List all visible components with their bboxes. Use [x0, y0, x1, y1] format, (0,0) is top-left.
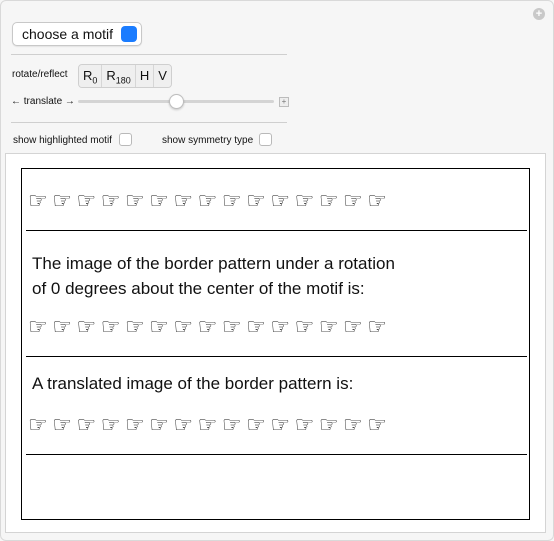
expand-slider-icon[interactable]: + — [279, 97, 289, 107]
r180-sub: 180 — [115, 75, 131, 86]
divider-line — [26, 356, 527, 357]
r0-sub: 0 — [92, 75, 98, 86]
chevron-down-icon — [121, 26, 137, 42]
motif-glyph: ☞ — [221, 315, 247, 340]
motif-glyph: ☞ — [343, 315, 368, 340]
r0-button[interactable] — [79, 65, 102, 87]
choose-motif-dropdown[interactable] — [12, 22, 142, 46]
show-symmetry-type-checkbox[interactable] — [259, 133, 272, 146]
show-highlighted-motif-label: show highlighted motif — [13, 135, 112, 146]
motif-glyph: ☞ — [294, 315, 319, 340]
motif-glyph: ☞ — [343, 189, 368, 214]
motif-glyph: ☞ — [149, 189, 174, 214]
divider-line — [26, 454, 527, 455]
motif-glyph: ☞ — [124, 413, 150, 438]
motif-glyph: ☞ — [100, 189, 125, 214]
motif-glyph: ☞ — [76, 189, 101, 214]
motif-glyph: ☞ — [246, 189, 271, 214]
motif-glyph: ☞ — [246, 413, 271, 438]
motif-glyph: ☞ — [221, 189, 247, 214]
motif-glyph: ☞ — [124, 189, 150, 214]
motif-glyph: ☞ — [367, 413, 392, 438]
translation-caption: A translated image of the border pattern is: — [32, 374, 354, 393]
rotate-reflect-label: rotate/reflect — [12, 69, 68, 80]
motif-glyph: ☞ — [52, 413, 77, 438]
motif-glyph: ☞ — [76, 413, 101, 438]
motif-glyph: ☞ — [318, 189, 344, 214]
separator — [11, 122, 287, 123]
motif-glyph: ☞ — [52, 189, 77, 214]
motif-glyph: ☞ — [367, 189, 392, 214]
motif-glyph: ☞ — [294, 413, 319, 438]
show-highlighted-motif-checkbox[interactable] — [119, 133, 132, 146]
v-button[interactable] — [154, 65, 171, 87]
v-label: V — [158, 68, 167, 83]
motif-glyph: ☞ — [28, 413, 53, 438]
motif-glyph: ☞ — [318, 413, 344, 438]
h-button[interactable] — [136, 65, 154, 87]
h-label: H — [139, 68, 150, 83]
motif-glyph: ☞ — [270, 413, 295, 438]
motif-glyph: ☞ — [28, 315, 53, 340]
choose-motif-label: choose a motif — [22, 26, 114, 42]
r0-label: R — [83, 68, 93, 83]
pattern-canvas — [21, 168, 530, 520]
rotated-pattern-row — [28, 316, 392, 340]
rotate-reflect-buttons — [78, 64, 172, 88]
motif-glyph: ☞ — [221, 413, 247, 438]
motif-glyph: ☞ — [294, 189, 319, 214]
motif-glyph: ☞ — [52, 315, 77, 340]
motif-glyph: ☞ — [173, 413, 198, 438]
translate-label: ← translate → — [11, 96, 75, 107]
rotation-caption: The image of the border pattern under a rotation of 0 degrees about the center of the motif is: — [32, 254, 395, 298]
motif-glyph: ☞ — [173, 315, 198, 340]
translated-pattern-row — [28, 414, 392, 438]
motif-glyph: ☞ — [76, 315, 101, 340]
motif-glyph: ☞ — [367, 315, 392, 340]
plus-icon[interactable]: + — [533, 8, 545, 20]
r180-button[interactable] — [102, 65, 135, 87]
motif-glyph: ☞ — [173, 189, 198, 214]
motif-glyph: ☞ — [246, 315, 271, 340]
separator — [11, 54, 287, 55]
motif-glyph: ☞ — [124, 315, 150, 340]
translate-slider-knob[interactable] — [169, 94, 184, 109]
show-symmetry-type-label: show symmetry type — [162, 135, 254, 146]
motif-glyph: ☞ — [149, 413, 174, 438]
motif-glyph: ☞ — [197, 315, 222, 340]
motif-glyph: ☞ — [343, 413, 368, 438]
motif-glyph: ☞ — [318, 315, 344, 340]
motif-glyph: ☞ — [197, 189, 222, 214]
motif-glyph: ☞ — [100, 413, 125, 438]
divider-line — [26, 230, 527, 231]
border-pattern-row — [28, 190, 392, 214]
r180-label: R — [106, 68, 116, 83]
motif-glyph: ☞ — [270, 315, 295, 340]
motif-glyph: ☞ — [149, 315, 174, 340]
motif-glyph: ☞ — [100, 315, 125, 340]
motif-glyph: ☞ — [270, 189, 295, 214]
motif-glyph: ☞ — [197, 413, 222, 438]
motif-glyph: ☞ — [28, 189, 53, 214]
